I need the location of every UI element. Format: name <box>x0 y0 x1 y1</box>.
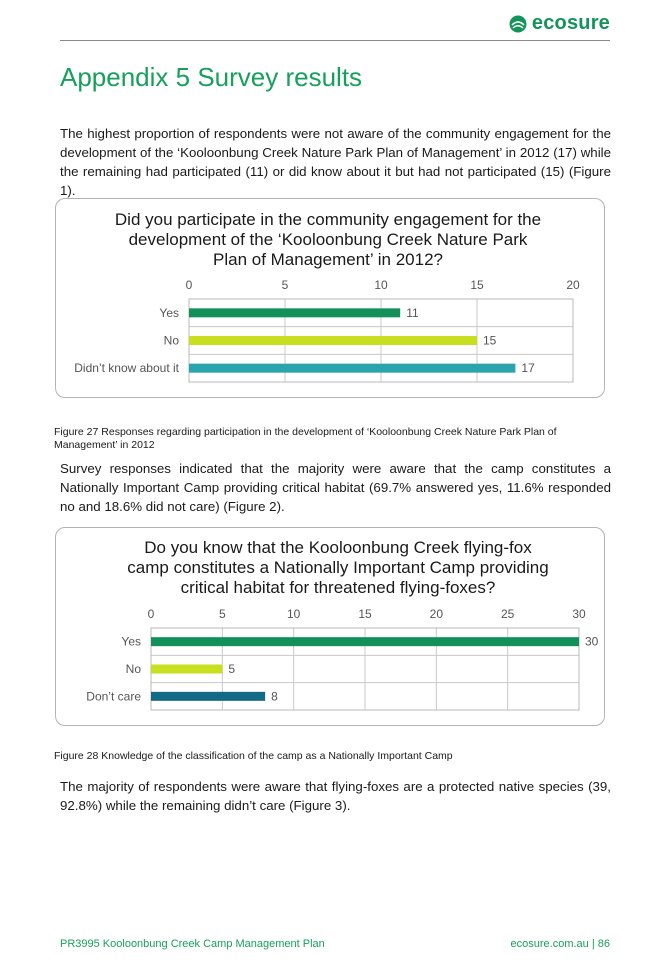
intro-paragraph: The highest proportion of respondents were not aware of the community engagement for the development of the ‘Kooloonbung Creek Nature Park Plan of Management’ in 2012 (17) while the remaining had participated (11) or did know about it but had not participated (15) (Figure 1). <box>60 126 611 198</box>
chart-participation <box>55 198 605 398</box>
ecosure-logo <box>509 12 610 35</box>
bar <box>151 637 579 646</box>
x-tick-label: 25 <box>500 607 515 621</box>
protected-species-paragraph: The majority of respondents were aware that flying-foxes are a protected native species (39, 92.8%) while the remaining didn’t care (Figure 3). <box>60 779 611 813</box>
bar <box>151 665 222 674</box>
value-label: 8 <box>271 689 278 704</box>
bar <box>151 692 265 701</box>
category-label: Yes <box>159 305 179 320</box>
page-title: Appendix 5 Survey results <box>60 62 363 92</box>
chart-title-line: Did you participate in the community engagement for the <box>114 210 542 229</box>
x-tick-label: 5 <box>281 278 289 292</box>
x-tick-label: 15 <box>358 607 372 621</box>
x-tick-label: 20 <box>566 278 580 292</box>
category-label: No <box>125 662 141 676</box>
chart-title-line: Plan of Management’ in 2012? <box>213 250 443 269</box>
footer-document-title: PR3995 Kooloonbung Creek Camp Management Plan <box>60 938 325 950</box>
value-label: 11 <box>406 305 419 320</box>
x-tick-label: 10 <box>374 278 388 292</box>
value-label: 17 <box>521 361 535 376</box>
bar <box>189 308 400 317</box>
x-tick-label: 15 <box>470 278 484 292</box>
x-tick-label: 0 <box>185 278 193 292</box>
bar <box>189 336 477 345</box>
x-tick-label: 10 <box>286 607 301 621</box>
value-label: 15 <box>483 333 497 348</box>
x-tick-label: 30 <box>572 607 586 621</box>
category-label: Didn’t know about it <box>74 361 179 376</box>
figure-27-caption: Figure 27 Responses regarding participation in the development of ‘Kooloonbung Creek Nature Park Plan of Management’ in 2012 <box>54 426 557 451</box>
brand-name: ecosure <box>531 12 610 34</box>
category-label: No <box>163 333 179 348</box>
chart-title-line: camp constitutes a Nationally Important Camp providing <box>127 558 549 577</box>
category-label: Yes <box>121 634 141 649</box>
ecosure-leaf-icon <box>509 15 527 33</box>
x-tick-label: 20 <box>429 607 444 621</box>
chart-participation-svg <box>56 199 604 397</box>
x-tick-label: 0 <box>147 607 155 621</box>
chart-camp-knowledge-svg <box>56 528 604 725</box>
value-label: 30 <box>585 634 599 649</box>
bar <box>189 364 515 373</box>
chart-title-line: development of the ‘Kooloonbung Creek Nature Park <box>128 230 528 249</box>
footer-site-page: ecosure.com.au | 86 <box>510 938 610 950</box>
x-tick-label: 5 <box>218 607 226 621</box>
chart-camp-knowledge <box>55 527 605 726</box>
category-label: Don’t care <box>86 689 141 704</box>
chart-title-line: Do you know that the Kooloonbung Creek flying-fox <box>144 538 532 557</box>
header-divider <box>60 40 610 41</box>
survey-paragraph: Survey responses indicated that the majority were aware that the camp constitutes a Nationally Important Camp providing critical habitat (69.7% answered yes, 11.6% responded no and 18.6% did not care) (Figure 2). <box>60 461 611 514</box>
chart-title-line: critical habitat for threatened flying-foxes? <box>180 578 496 597</box>
figure-28-caption: Figure 28 Knowledge of the classification of the camp as a Nationally Important Camp <box>54 750 453 762</box>
value-label: 5 <box>228 662 236 676</box>
